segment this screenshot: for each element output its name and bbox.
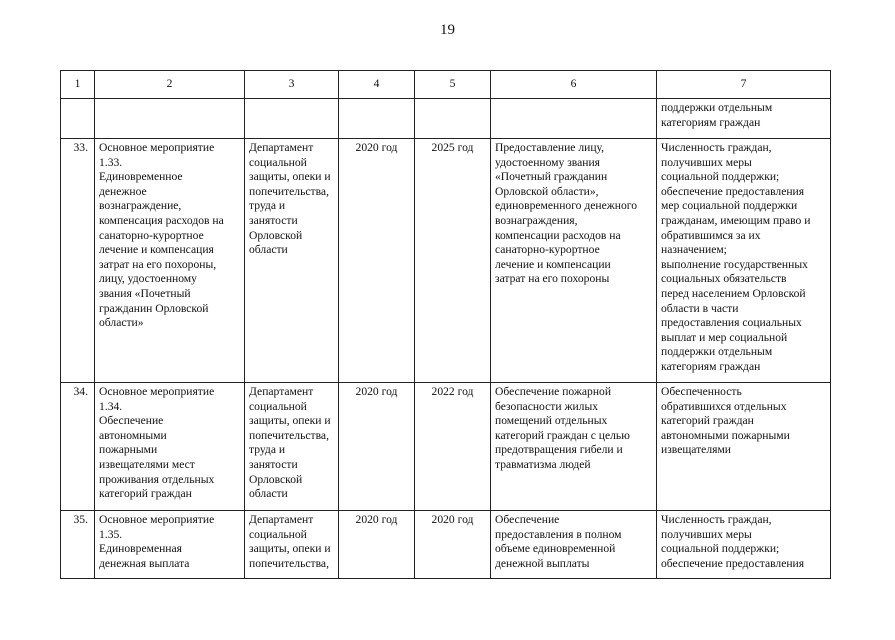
table-cell [61,99,95,139]
indicator-cell: поддержки отдельным категориям граждан [657,99,831,139]
column-header: 1 [61,71,95,99]
end-year-cell: 2020 год [415,511,491,579]
column-header: 3 [245,71,339,99]
result-cell: Обеспечение пожарной безопасности жилых помещений отдельных категорий граждан с целью предотвращения гибели и травматизма людей [491,383,657,511]
end-year-cell: 2022 год [415,383,491,511]
continuation-row [61,99,831,139]
measure-cell: Основное мероприятие 1.33. Единовременное денежное вознаграждение, компенсация расходов на санаторно-курортное лечение и компенсация затрат на его похороны, лицу, удостоенному звания «Почетный гражданин Орловской области» [95,139,245,383]
result-cell: Предоставление лицу, удостоенному звания «Почетный гражданин Орловской области», единовременного денежного вознаграждения, компенсации расходов на санаторно-курортное лечение и компенсации затрат на его похороны [491,139,657,383]
column-header: 6 [491,71,657,99]
end-year-cell: 2025 год [415,139,491,383]
row-number: 35. [61,511,95,579]
page-number: 19 [440,22,455,38]
indicator-cell: Обеспеченность обратившихся отдельных категорий граждан автономными пожарными извещателями [657,383,831,511]
measure-cell: Основное мероприятие 1.35. Единовременная денежная выплата [95,511,245,579]
column-header: 4 [339,71,415,99]
column-header: 2 [95,71,245,99]
table-cell [491,99,657,139]
indicator-cell: Численность граждан, получивших меры социальной поддержки; обеспечение предоставления мер социальной поддержки гражданам, имеющим право и обратившимся за их назначением; выполнение государственных социальных обязательств перед населением Орловской области в части предоставления социальных выплат и мер социальной поддержки отдельным категориям граждан [657,139,831,383]
start-year-cell: 2020 год [339,511,415,579]
table-cell [339,99,415,139]
executor-cell: Департамент социальной защиты, опеки и попечительства, труда и занятости Орловской области [245,383,339,511]
table-cell [245,99,339,139]
column-header: 7 [657,71,831,99]
table-cell [415,99,491,139]
row-number: 34. [61,383,95,511]
measure-cell: Основное мероприятие 1.34. Обеспечение автономными пожарными извещателями мест проживания отдельных категорий граждан [95,383,245,511]
header-row [61,71,831,99]
column-header: 5 [415,71,491,99]
table-row [61,139,831,383]
table-row [61,383,831,511]
table-row [61,511,831,579]
row-number: 33. [61,139,95,383]
measures-table [60,70,831,579]
executor-cell: Департамент социальной защиты, опеки и попечительства, [245,511,339,579]
table-cell [95,99,245,139]
result-cell: Обеспечение предоставления в полном объеме единовременной денежной выплаты [491,511,657,579]
start-year-cell: 2020 год [339,383,415,511]
executor-cell: Департамент социальной защиты, опеки и попечительства, труда и занятости Орловской области [245,139,339,383]
start-year-cell: 2020 год [339,139,415,383]
indicator-cell: Численность граждан, получивших меры социальной поддержки; обеспечение предоставления [657,511,831,579]
